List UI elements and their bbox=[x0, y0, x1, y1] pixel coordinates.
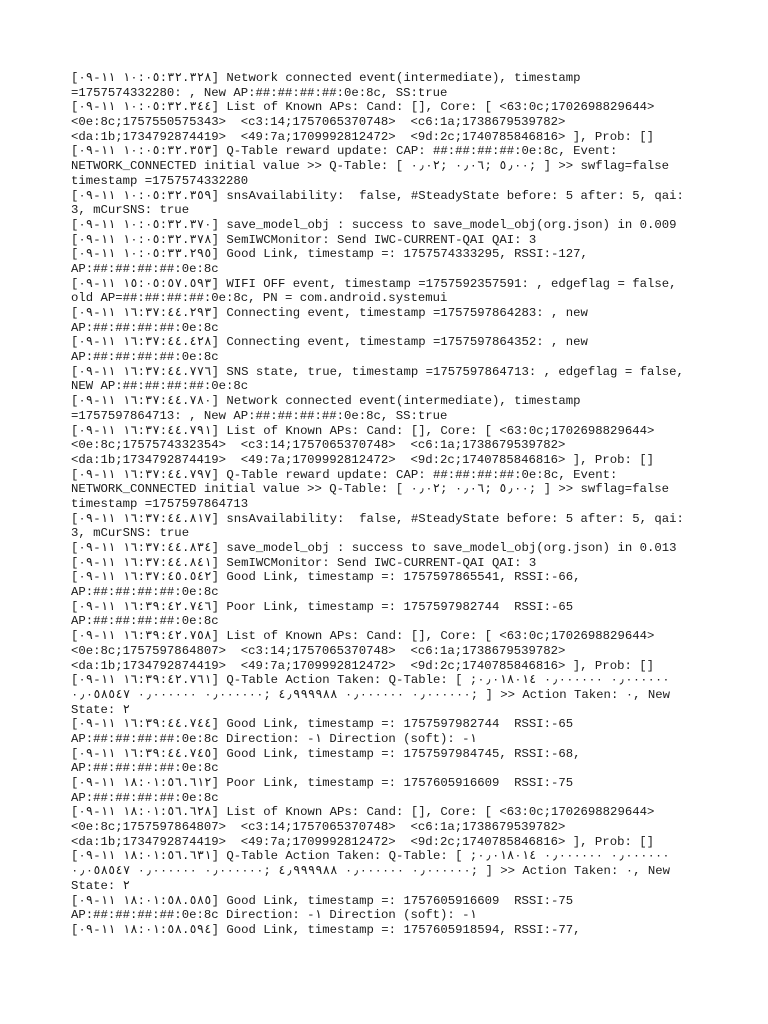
log-line: AP:##:##:##:##:0e:8c bbox=[71, 585, 219, 600]
log-line: [١٨:٠١:٥٨.٥٨٥ ١١-٠٩] Good Link, timestamp =: 1757605916609 RSSI:-75 bbox=[71, 893, 574, 908]
log-line: AP:##:##:##:##:0e:8c bbox=[71, 761, 219, 776]
log-line: [١٦:٣٧:٤٤.٨٤١ ١١-٠٩] SemIWCMonitor: Send IWC-CURRENT-QAI QAI: 3 bbox=[71, 555, 537, 570]
log-line: [١٠:٠٥:٣٢.٣٧٠ ١١-٠٩] save_model_obj : success to save_model_obj(org.json) in 0.009 bbox=[71, 217, 677, 232]
log-line: timestamp =1757574332280 bbox=[71, 173, 249, 188]
log-line: <da:1b;1734792874419> <49:7a;1709992812472> <9d:2c;1740785846816> ], Prob: [] bbox=[71, 834, 654, 849]
log-line: [١٦:٣٧:٤٤.٤٢٨ ١١-٠٩] Connecting event, timestamp =1757597864352: , new bbox=[71, 335, 588, 350]
log-line: [١٦:٣٧:٤٥.٥٤٢ ١١-٠٩] Good Link, timestamp =: 1757597865541, RSSI:-66, bbox=[71, 570, 581, 585]
log-line: [١٦:٣٧:٤٤.٨٣٤ ١١-٠٩] save_model_obj : success to save_model_obj(org.json) in 0.013 bbox=[71, 541, 677, 555]
log-line: [١٨:٠١:٥٨.٥٩٤ ١١-٠٩] Good Link, timestamp =: 1757605918594, RSSI:-77, bbox=[71, 922, 581, 937]
log-line: [١٠:٠٥:٣٣.٢٩٥ ١١-٠٩] Good Link, timestamp =: 1757574333295, RSSI:-127, bbox=[71, 247, 588, 262]
log-line: 3, mCurSNS: true bbox=[71, 526, 190, 541]
log-line: AP:##:##:##:##:0e:8c bbox=[71, 614, 219, 629]
log-line: [١٦:٣٧:٤٤.٧٩٧ ١١-٠٩] Q-Table reward update: CAP: ##:##:##:##:0e:8c, Event: bbox=[71, 467, 618, 482]
log-line: [١٦:٣٩:٤٤.٧٤٤ ١١-٠٩] Good Link, timestamp =: 1757597982744 RSSI:-65 bbox=[71, 717, 574, 732]
log-line: AP:##:##:##:##:0e:8c bbox=[71, 790, 219, 805]
log-line: [١٨:٠١:٥٦.٦٢٨ ١١-٠٩] List of Known APs: Cand: [], Core: [ <63:0c;1702698829644> bbox=[71, 805, 655, 820]
log-line: [١٠:٠٥:٣٢.٣٤٤ ١١-٠٩] List of Known APs: Cand: [], Core: [ <63:0c;1702698829644> bbox=[71, 100, 655, 115]
log-line: old AP=##:##:##:##:0e:8c, PN = com.android.systemui bbox=[71, 291, 448, 306]
log-line: [١٨:٠١:٥٦.٦٣١ ١١-٠٩] Q-Table Action Taken: Q-Table: [ ;٠٫٠٠٠٠٠٠ ٠٫٠٠٠٠٠٠ ٠٫٠١٨٠١٤ bbox=[71, 849, 670, 864]
log-line: [١٠:٠٥:٣٢.٣٢٨ ١١-٠٩] Network connected event(intermediate), timestamp bbox=[71, 71, 581, 85]
log-line: <da:1b;1734792874419> <49:7a;1709992812472> <9d:2c;1740785846816> ], Prob: [] bbox=[71, 452, 654, 467]
log-line: AP:##:##:##:##:0e:8c bbox=[71, 350, 219, 365]
log-line: [١٦:٣٧:٤٤.٧٧٦ ١١-٠٩] SNS state, true, timestamp =1757597864713: , edgeflag = false, bbox=[71, 364, 684, 379]
log-line: AP:##:##:##:##:0e:8c Direction: -١ Direction (soft): -١ bbox=[71, 731, 477, 746]
log-line: [١٠:٠٥:٣٢.٣٥٣ ١١-٠٩] Q-Table reward update: CAP: ##:##:##:##:0e:8c, Event: bbox=[71, 144, 618, 159]
log-line: [١٦:٣٩:٤٢.٧٦١ ١١-٠٩] Q-Table Action Taken: Q-Table: [ ;٠٫٠٠٠٠٠٠ ٠٫٠٠٠٠٠٠ ٠٫٠١٨٠١٤ bbox=[71, 673, 670, 688]
log-line: [١٠:٠٥:٣٢.٣٥٩ ١١-٠٩] snsAvailability: false, #SteadyState before: 5 after: 5, qai: bbox=[71, 188, 684, 203]
log-line: [١٦:٣٩:٤٤.٧٤٥ ١١-٠٩] Good Link, timestamp =: 1757597984745, RSSI:-68, bbox=[71, 746, 581, 761]
log-line: [١٦:٣٧:٤٤.٧٨٠ ١١-٠٩] Network connected event(intermediate), timestamp bbox=[71, 394, 581, 409]
log-line: ٠٫٠٠٠٠٠٠ ٠٫٠٠٠٠٠٠ ٤٫٩٩٩٩٨٨ ;٠٫٠٠٠٠٠٠ ٠٫٠٠٠٠٠٠ ٠٫٠٥٨٥٤٧; ] >> Action Taken: ٠, New bbox=[71, 687, 671, 702]
log-line: <0e:8c;1757550575343> <c3:14;1757065370748> <c6:1a;1738679539782> bbox=[71, 115, 566, 130]
log-line: <0e:8c;1757597864807> <c3:14;1757065370748> <c6:1a;1738679539782> bbox=[71, 643, 566, 658]
log-line: timestamp =1757597864713 bbox=[71, 496, 249, 511]
log-line: NEW AP:##:##:##:##:0e:8c bbox=[71, 379, 249, 394]
log-line: NETWORK_CONNECTED initial value >> Q-Table: [ ٥٫٠٠ ;٠٫٠٦ ;٠٫٠٢; ] >> swflag=false bbox=[71, 482, 670, 497]
log-line: AP:##:##:##:##:0e:8c Direction: -١ Direction (soft): -١ bbox=[71, 908, 477, 923]
log-line: <da:1b;1734792874419> <49:7a;1709992812472> <9d:2c;1740785846816> ], Prob: [] bbox=[71, 658, 654, 673]
log-line: AP:##:##:##:##:0e:8c bbox=[71, 320, 219, 335]
log-line: [١٠:٠٥:٣٢.٣٧٨ ١١-٠٩] SemIWCMonitor: Send IWC-CURRENT-QAI QAI: 3 bbox=[71, 232, 537, 247]
log-line: [١٦:٣٩:٤٢.٧٥٨ ١١-٠٩] List of Known APs: Cand: [], Core: [ <63:0c;1702698829644> bbox=[71, 629, 655, 644]
log-line: [١٨:٠١:٥٦.٦١٢ ١١-٠٩] Poor Link, timestamp =: 1757605916609 RSSI:-75 bbox=[71, 776, 574, 790]
log-line: State: ٢ bbox=[71, 702, 131, 717]
log-line: 3, mCurSNS: true bbox=[71, 203, 190, 218]
log-line: ٠٫٠٠٠٠٠٠ ٠٫٠٠٠٠٠٠ ٤٫٩٩٩٩٨٨ ;٠٫٠٠٠٠٠٠ ٠٫٠٠٠٠٠٠ ٠٫٠٥٨٥٤٧; ] >> Action Taken: ٠, New bbox=[71, 864, 671, 879]
log-line: [١٦:٣٧:٤٤.٨١٧ ١١-٠٩] snsAvailability: false, #SteadyState before: 5 after: 5, qai: bbox=[71, 511, 684, 526]
log-line: AP:##:##:##:##:0e:8c bbox=[71, 261, 219, 276]
log-line: =1757574332280: , New AP:##:##:##:##:0e:8c, SS:true bbox=[71, 85, 448, 100]
log-line: <0e:8c;1757597864807> <c3:14;1757065370748> <c6:1a;1738679539782> bbox=[71, 820, 566, 835]
log-line: NETWORK_CONNECTED initial value >> Q-Table: [ ٥٫٠٠ ;٠٫٠٦ ;٠٫٠٢; ] >> swflag=false bbox=[71, 159, 670, 174]
log-line: State: ٢ bbox=[71, 878, 131, 893]
log-line: [١٦:٣٧:٤٤.٧٩١ ١١-٠٩] List of Known APs: Cand: [], Core: [ <63:0c;1702698829644> bbox=[71, 423, 655, 438]
log-line: [١٦:٣٧:٤٤.٢٩٣ ١١-٠٩] Connecting event, timestamp =1757597864283: , new bbox=[71, 306, 588, 320]
log-line: [١٥:٠٥:٥٧.٥٩٣ ١١-٠٩] WIFI OFF event, timestamp =1757592357591: , edgeflag = false, bbox=[71, 276, 677, 291]
log-line: [١٦:٣٩:٤٢.٧٤٦ ١١-٠٩] Poor Link, timestamp =: 1757597982744 RSSI:-65 bbox=[71, 599, 574, 614]
log-text-block bbox=[71, 71, 701, 938]
log-line: <da:1b;1734792874419> <49:7a;1709992812472> <9d:2c;1740785846816> ], Prob: [] bbox=[71, 129, 654, 144]
log-line: <0e:8c;1757574332354> <c3:14;1757065370748> <c6:1a;1738679539782> bbox=[71, 438, 566, 453]
log-line: =1757597864713: , New AP:##:##:##:##:0e:8c, SS:true bbox=[71, 408, 448, 423]
